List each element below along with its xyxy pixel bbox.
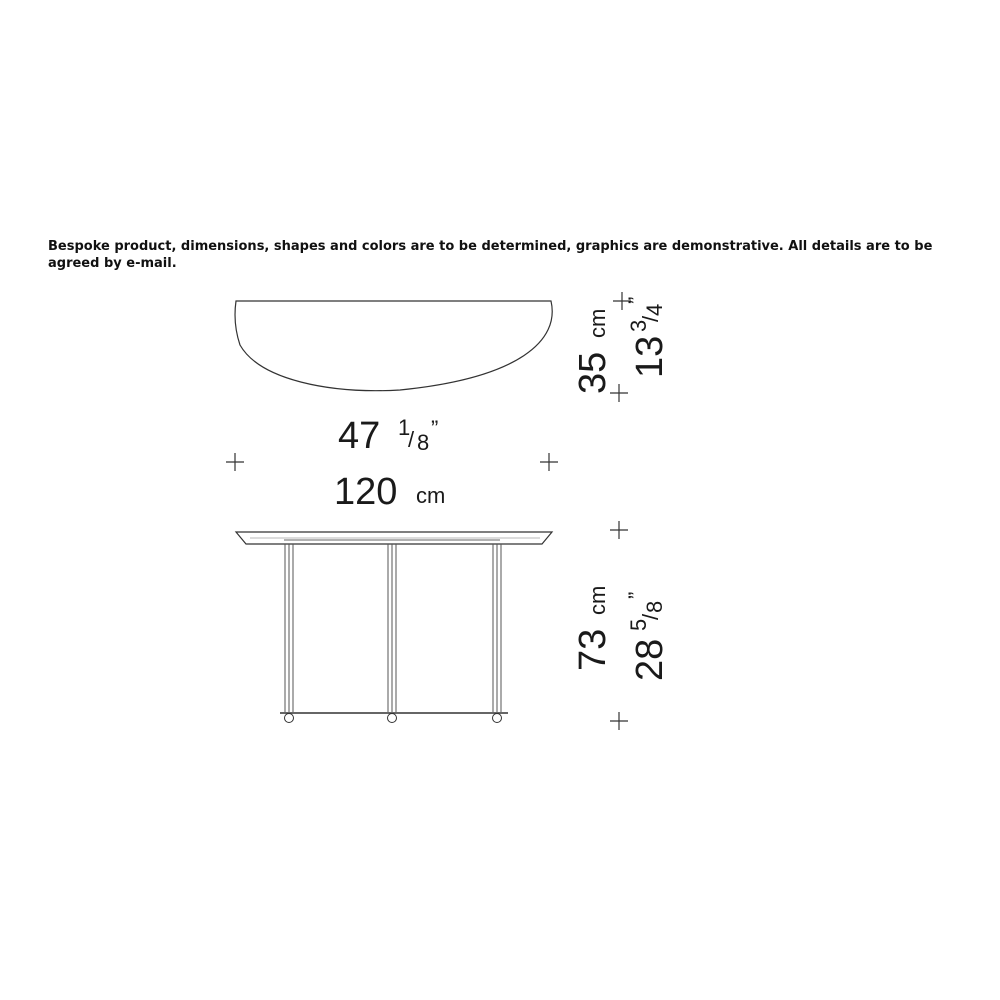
tray-outline [235, 301, 552, 391]
width-cm-label [334, 471, 445, 513]
depth-cm-unit: cm [585, 308, 610, 338]
height-dimension [572, 521, 671, 730]
svg-text:/: / [638, 613, 663, 620]
height-inch-whole: 28 [629, 638, 671, 681]
depth-inch-whole: 13 [629, 335, 671, 378]
height-top-tick-icon [610, 521, 628, 539]
depth-cm-label [572, 309, 614, 394]
depth-cm-value: 35 [572, 351, 614, 394]
height-inch-frac-den: 8 [642, 600, 667, 613]
depth-dimension [572, 292, 671, 402]
height-cm-label [572, 586, 614, 671]
height-bottom-tick-icon [610, 712, 628, 730]
leg-center [388, 544, 397, 723]
width-inch-mark: ” [431, 416, 439, 441]
width-right-tick-icon [540, 453, 558, 471]
width-inch-frac-den: 8 [417, 430, 430, 455]
side-elevation-view [236, 532, 552, 723]
depth-inch-label [624, 297, 671, 378]
height-cm-value: 73 [572, 628, 614, 671]
disclaimer-notice: Bespoke product, dimensions, shapes and colors are to be determined, graphics are demonstrative. All details are to be agreed by e-mail. [48, 239, 933, 271]
depth-inch-mark: ” [624, 296, 649, 304]
width-cm-unit: cm [416, 483, 446, 508]
leg-right [493, 544, 502, 723]
depth-inch-frac-den: 4 [642, 303, 667, 316]
height-inch-mark: ” [624, 591, 649, 599]
height-inch-label [624, 592, 671, 681]
height-inch-frac-num: 5 [626, 618, 651, 631]
width-cm-value: 120 [334, 471, 398, 513]
width-dimension [226, 415, 558, 513]
svg-text:/: / [638, 315, 663, 322]
depth-inch-frac-num: 3 [626, 319, 651, 332]
svg-text:/: / [408, 427, 415, 452]
leg-left [285, 544, 294, 723]
width-left-tick-icon [226, 453, 244, 471]
top-section-view [235, 301, 552, 391]
width-inch-label [338, 415, 438, 457]
height-cm-unit: cm [585, 585, 610, 615]
width-inch-frac-num: 1 [398, 415, 411, 440]
width-inch-whole: 47 [338, 415, 381, 457]
